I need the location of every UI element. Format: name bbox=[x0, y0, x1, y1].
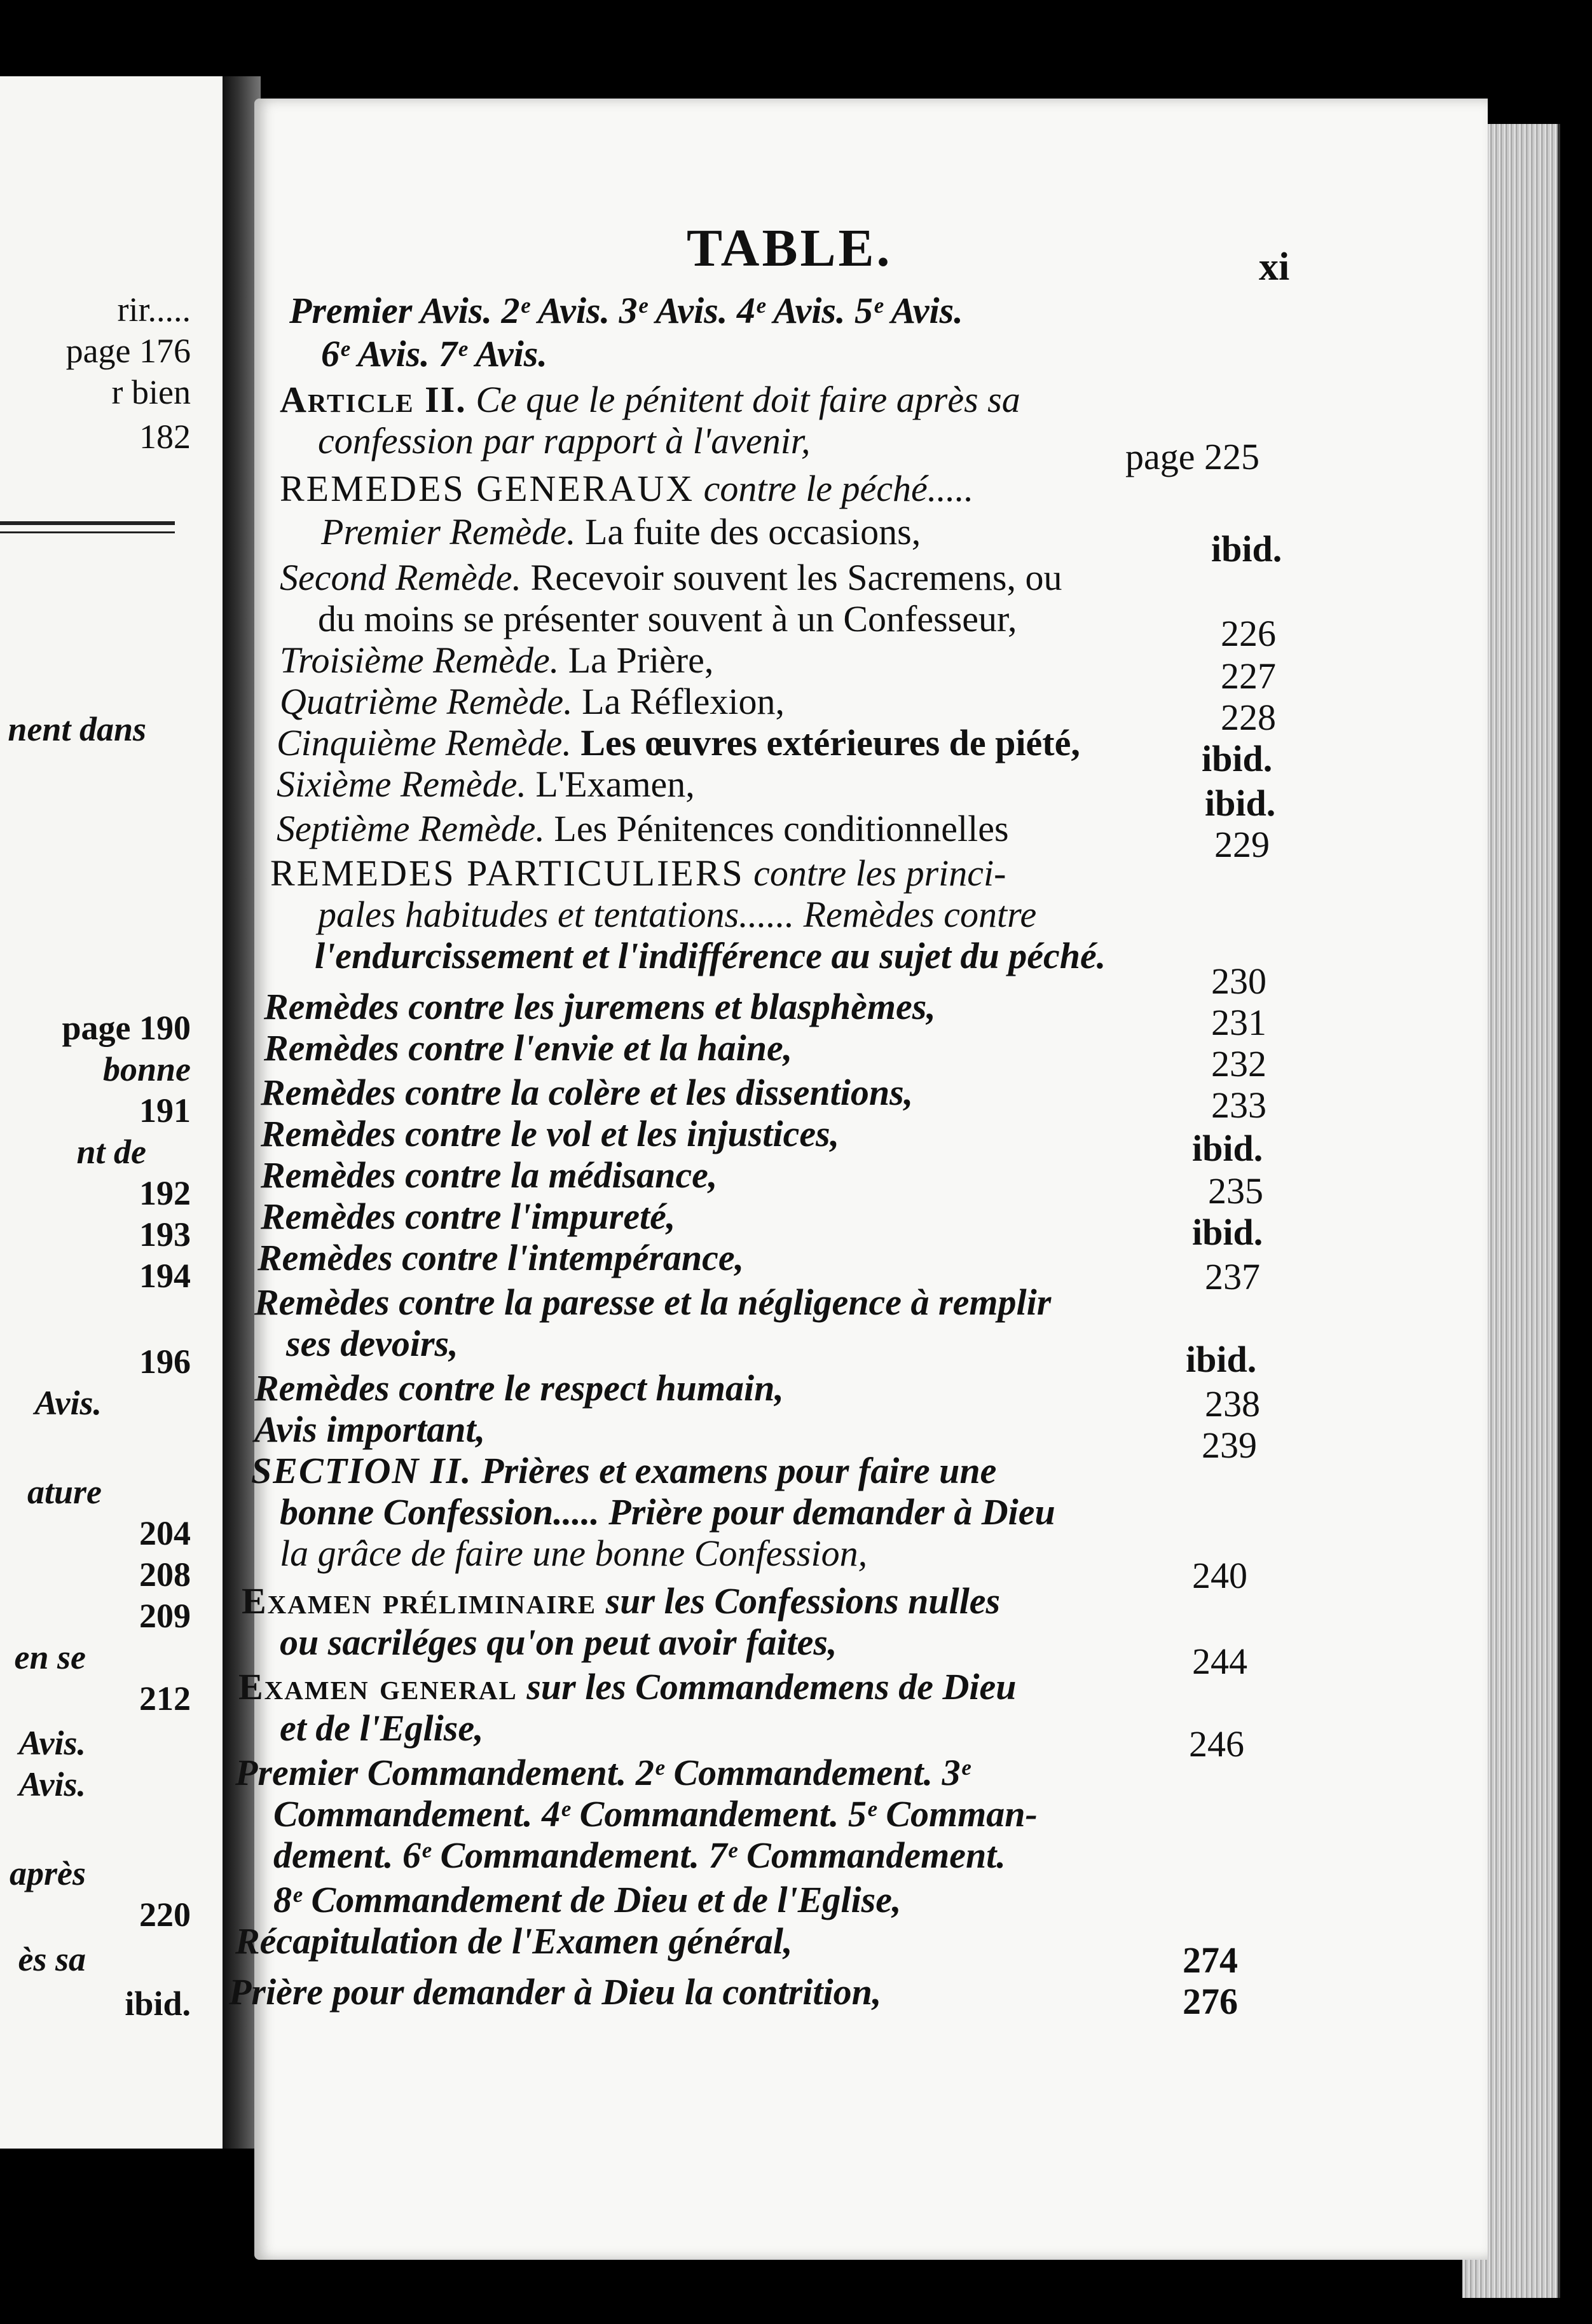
toc-entry: Avis important, bbox=[254, 1409, 486, 1450]
left-page-line: nent dans bbox=[8, 710, 146, 748]
toc-entry: Remèdes contre l'intempérance, bbox=[257, 1237, 745, 1278]
toc-entry: Premier Commandement. 2ᵉ Commandement. 3ᵉ bbox=[235, 1752, 971, 1793]
entry-page: 238 bbox=[1205, 1383, 1260, 1425]
toc-entry: l'endurcissement et l'indifférence au sujet du péché. bbox=[315, 935, 1106, 976]
entry-page: 232 bbox=[1211, 1043, 1266, 1084]
toc-entry: Commandement. 4ᵉ Commandement. 5ᵉ Comman- bbox=[273, 1793, 1038, 1835]
entry-lead: REMEDES PARTICULIERS bbox=[270, 852, 745, 894]
entry-text: Les œuvres extérieures de piété, bbox=[571, 722, 1080, 763]
toc-entry: Prière pour demander à Dieu la contrition, bbox=[229, 1971, 882, 2013]
entry-page: 228 bbox=[1221, 697, 1276, 738]
entry-page: 276 bbox=[1183, 1981, 1238, 2022]
entry-page: 237 bbox=[1205, 1256, 1260, 1297]
toc-entry bbox=[277, 763, 695, 805]
toc-entry bbox=[238, 1666, 1017, 1707]
left-page-line: Avis. bbox=[18, 1765, 86, 1803]
left-page-line: page 176 bbox=[65, 332, 191, 370]
toc-entry: Remèdes contre le vol et les injustices, bbox=[261, 1113, 840, 1154]
entry-lead: SECTION II. bbox=[251, 1450, 472, 1491]
entry-page: 239 bbox=[1202, 1425, 1257, 1466]
toc-entry: du moins se présenter souvent à un Confesseur, bbox=[318, 598, 1017, 639]
left-page-line: 192 bbox=[139, 1174, 191, 1212]
entry-text: La fuite des occasions, bbox=[575, 511, 921, 552]
toc-entry: ses devoirs, bbox=[286, 1323, 458, 1364]
left-page-line: nt de bbox=[76, 1133, 146, 1171]
toc-entry bbox=[280, 639, 714, 681]
entry-page: ibid. bbox=[1192, 1128, 1263, 1169]
toc-entry: confession par rapport à l'avenir, bbox=[318, 420, 811, 461]
toc-entry: bonne Confession..... Prière pour demander à Dieu bbox=[280, 1491, 1055, 1533]
entry-page: ibid. bbox=[1202, 738, 1273, 779]
left-page-line: 182 bbox=[139, 418, 191, 456]
entry-page: 235 bbox=[1208, 1170, 1263, 1212]
toc-entry: dement. 6ᵉ Commandement. 7ᵉ Commandement. bbox=[273, 1835, 1006, 1876]
previous-page bbox=[0, 76, 224, 2149]
entry-lead: Article II. bbox=[280, 379, 467, 420]
entry-text: Ce que le pénitent doit faire après sa bbox=[466, 379, 1020, 420]
entry-page: 240 bbox=[1192, 1555, 1247, 1596]
toc-entry: Remèdes contre le respect humain, bbox=[254, 1367, 784, 1409]
left-page-line: ibid. bbox=[125, 1985, 191, 2023]
entry-page: 227 bbox=[1221, 655, 1276, 697]
left-page-line: 193 bbox=[139, 1215, 191, 1254]
entry-text: Recevoir souvent les Sacremens, ou bbox=[521, 557, 1062, 598]
left-page-line: ature bbox=[27, 1473, 102, 1511]
left-page-line: 191 bbox=[139, 1091, 191, 1130]
toc-entry bbox=[280, 470, 973, 507]
toc-entry bbox=[280, 559, 1062, 596]
toc-entry: Remèdes contre la colère et les dissentions, bbox=[261, 1072, 914, 1113]
toc-entry: la grâce de faire une bonne Confession, bbox=[280, 1533, 868, 1574]
entry-page: 244 bbox=[1192, 1641, 1247, 1682]
toc-entry: Remèdes contre la médisance, bbox=[261, 1154, 718, 1196]
toc-entry: et de l'Eglise, bbox=[280, 1707, 484, 1749]
left-page-line: Avis. bbox=[34, 1384, 102, 1422]
toc-entry: 6ᵉ Avis. 7ᵉ Avis. bbox=[321, 333, 547, 374]
toc-entry bbox=[277, 810, 1009, 847]
toc-entry: Remèdes contre la paresse et la négligence à remplir bbox=[254, 1282, 1052, 1323]
toc-entry: ou sacriléges qu'on peut avoir faites, bbox=[280, 1622, 837, 1663]
left-page-line: 204 bbox=[139, 1514, 191, 1552]
toc-entry bbox=[321, 511, 921, 552]
toc-entry: Remèdes contre l'impureté, bbox=[261, 1196, 676, 1237]
left-page-line: après bbox=[10, 1854, 86, 1892]
toc-entry: 8ᵉ Commandement de Dieu et de l'Eglise, bbox=[273, 1879, 902, 1920]
left-page-line: 209 bbox=[139, 1597, 191, 1635]
left-page-line: en se bbox=[14, 1638, 86, 1676]
entry-text: contre les princi- bbox=[744, 852, 1006, 894]
entry-lead: Examen general bbox=[238, 1666, 518, 1707]
entry-text: La Prière, bbox=[559, 639, 714, 681]
entry-lead: Cinquième Remède. bbox=[277, 722, 572, 763]
entry-page: 230 bbox=[1211, 960, 1266, 1002]
entry-page: page 225 bbox=[1125, 436, 1259, 477]
section-rule bbox=[0, 531, 175, 533]
toc-entry bbox=[280, 381, 1020, 418]
entry-text: Les Pénitences conditionnelles bbox=[544, 808, 1009, 849]
left-page-line: rir..... bbox=[117, 290, 191, 329]
entry-page: 226 bbox=[1221, 613, 1276, 654]
left-page-line: ès sa bbox=[18, 1940, 86, 1978]
entry-page: ibid. bbox=[1192, 1212, 1263, 1253]
entry-page: 274 bbox=[1183, 1939, 1238, 1981]
left-page-line: page 190 bbox=[62, 1009, 191, 1047]
entry-lead: Second Remède. bbox=[280, 557, 522, 598]
toc-entry bbox=[270, 852, 1006, 894]
entry-page: 233 bbox=[1211, 1084, 1266, 1126]
left-page-line: Avis. bbox=[18, 1724, 86, 1762]
entry-lead: Septième Remède. bbox=[277, 808, 545, 849]
entry-lead: REMEDES GENERAUX bbox=[280, 468, 695, 509]
entry-text: sur les Commandemens de Dieu bbox=[517, 1666, 1017, 1707]
entry-text: sur les Confessions nulles bbox=[596, 1580, 1001, 1622]
entry-lead: Troisième Remède. bbox=[280, 639, 559, 681]
toc-entry bbox=[280, 683, 785, 720]
toc-entry: Remèdes contre les juremens et blasphèmes, bbox=[264, 986, 936, 1027]
toc-entry: pales habitudes et tentations...... Remèdes contre bbox=[318, 894, 1037, 935]
page-title: TABLE. bbox=[687, 219, 893, 278]
left-page-line: 208 bbox=[139, 1555, 191, 1594]
entry-lead: Sixième Remède. bbox=[277, 763, 526, 805]
toc-entry bbox=[242, 1580, 1001, 1622]
entry-lead: Quatrième Remède. bbox=[280, 681, 573, 722]
entry-text: L'Examen, bbox=[526, 763, 695, 805]
left-page-line: 194 bbox=[139, 1257, 191, 1295]
entry-page: ibid. bbox=[1186, 1339, 1257, 1380]
entry-page: ibid. bbox=[1205, 783, 1276, 824]
toc-entry bbox=[251, 1452, 996, 1489]
left-page-line: bonne bbox=[102, 1050, 191, 1088]
toc-entry bbox=[277, 722, 1080, 763]
entry-lead: Examen préliminaire bbox=[242, 1580, 597, 1622]
entry-lead: Premier Remède. bbox=[321, 511, 576, 552]
section-rule bbox=[0, 521, 175, 525]
left-page-line: r bien bbox=[111, 373, 191, 411]
left-page-line: 212 bbox=[139, 1679, 191, 1718]
toc-entry: Remèdes contre l'envie et la haine, bbox=[264, 1027, 793, 1069]
entry-text: La Réflexion, bbox=[572, 681, 785, 722]
toc-entry: Récapitulation de l'Examen général, bbox=[235, 1920, 793, 1962]
left-page-line: 220 bbox=[139, 1896, 191, 1934]
left-page-line: 196 bbox=[139, 1343, 191, 1381]
entry-page: 231 bbox=[1211, 1002, 1266, 1043]
page-number: xi bbox=[1259, 245, 1290, 289]
entry-page: ibid. bbox=[1211, 528, 1282, 570]
entry-page: 229 bbox=[1214, 824, 1270, 865]
toc-entry: Premier Avis. 2ᵉ Avis. 3ᵉ Avis. 4ᵉ Avis. 5ᵉ Avis. bbox=[289, 290, 963, 331]
entry-text: contre le péché..... bbox=[694, 468, 974, 509]
entry-page: 246 bbox=[1189, 1723, 1244, 1765]
entry-text: Prières et examens pour faire une bbox=[472, 1450, 997, 1491]
